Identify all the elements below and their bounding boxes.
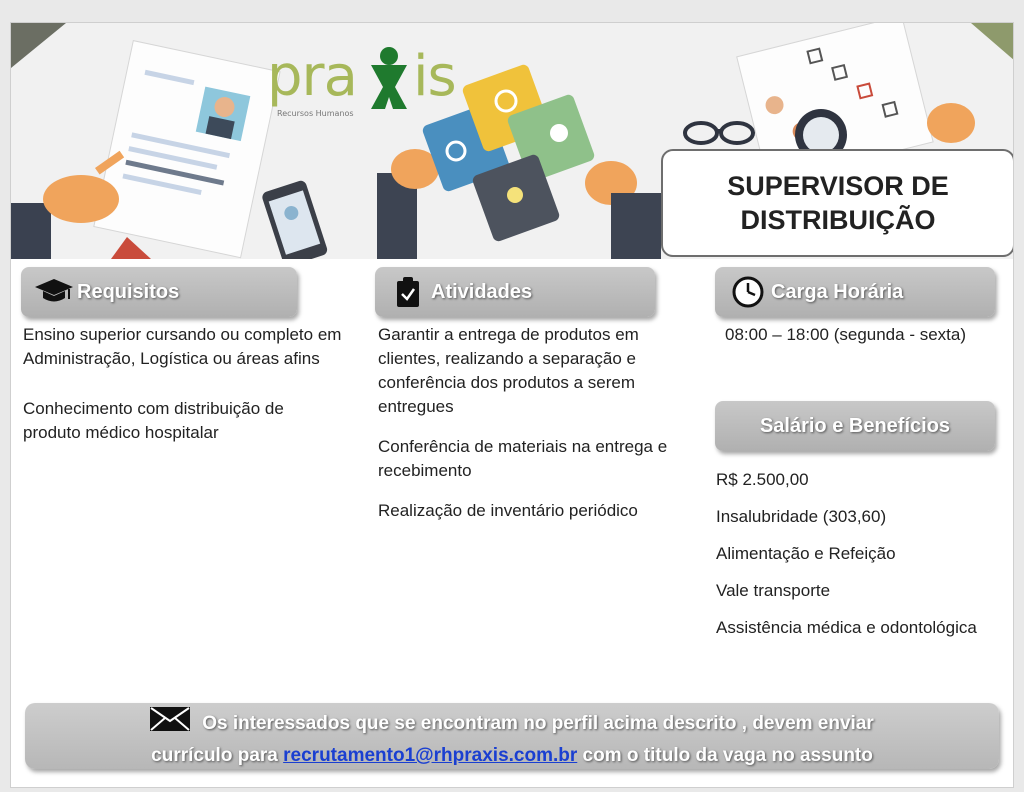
salario-list — [716, 467, 1011, 652]
footer-suffix: com o titulo da vaga no assunto — [582, 745, 873, 766]
requisitos-label: Requisitos — [77, 280, 180, 303]
svg-text:pra: pra — [267, 44, 357, 109]
job-title-box — [661, 149, 1014, 257]
svg-text:is: is — [413, 44, 456, 109]
list-item: R$ 2.500,00 — [716, 470, 809, 489]
job-title-line1: SUPERVISOR DE — [727, 171, 949, 201]
footer-line1: Os interessados que se encontram no perfil acima descrito , devem enviar — [202, 713, 874, 734]
job-posting-card — [10, 22, 1014, 788]
resume-sheet — [94, 41, 280, 258]
carga-horaria-label: Carga Horária — [771, 280, 904, 303]
clipboard-icon — [385, 277, 431, 307]
header-banner — [11, 23, 1014, 259]
salario-header — [715, 401, 995, 451]
brand-tagline: Recursos Humanos — [277, 109, 354, 118]
clock-icon — [725, 276, 771, 308]
atividades-label: Atividades — [431, 280, 533, 303]
envelope-icon — [150, 707, 190, 741]
salario-label: Salário e Benefícios — [759, 414, 951, 437]
carga-horaria-value — [725, 323, 1014, 347]
job-title-line2: DISTRIBUIÇÃO — [740, 205, 936, 235]
list-item: Insalubridade (303,60) — [716, 507, 887, 526]
graduation-cap-icon — [31, 279, 77, 305]
atividades-header — [375, 267, 655, 317]
list-item: Assistência médica e odontológica — [716, 618, 977, 637]
list-item: Conhecimento com distribuição de produto médico hospitalar — [23, 399, 284, 442]
list-item: Garantir a entrega de produtos em clientes, realizando a separação e conferência dos produtos a serem entregues — [378, 325, 639, 416]
footer-prefix: currículo para — [151, 745, 278, 766]
list-item: Vale transporte — [716, 581, 831, 600]
list-item: Realização de inventário periódico — [378, 501, 638, 520]
list-item: Ensino superior cursando ou completo em Administração, Logística ou áreas afins — [23, 325, 342, 368]
carga-horaria-text: 08:00 – 18:00 (segunda - sexta) — [725, 325, 966, 344]
list-item: Conferência de materiais na entrega e recebimento — [378, 437, 668, 480]
email-link[interactable]: recrutamento1@rhpraxis.com.br — [283, 745, 578, 766]
requisitos-list — [23, 323, 343, 463]
carga-horaria-header — [715, 267, 995, 317]
list-item: Alimentação e Refeição — [716, 544, 896, 563]
contact-footer — [25, 703, 999, 769]
requisitos-header — [21, 267, 297, 317]
atividades-list — [378, 323, 678, 541]
